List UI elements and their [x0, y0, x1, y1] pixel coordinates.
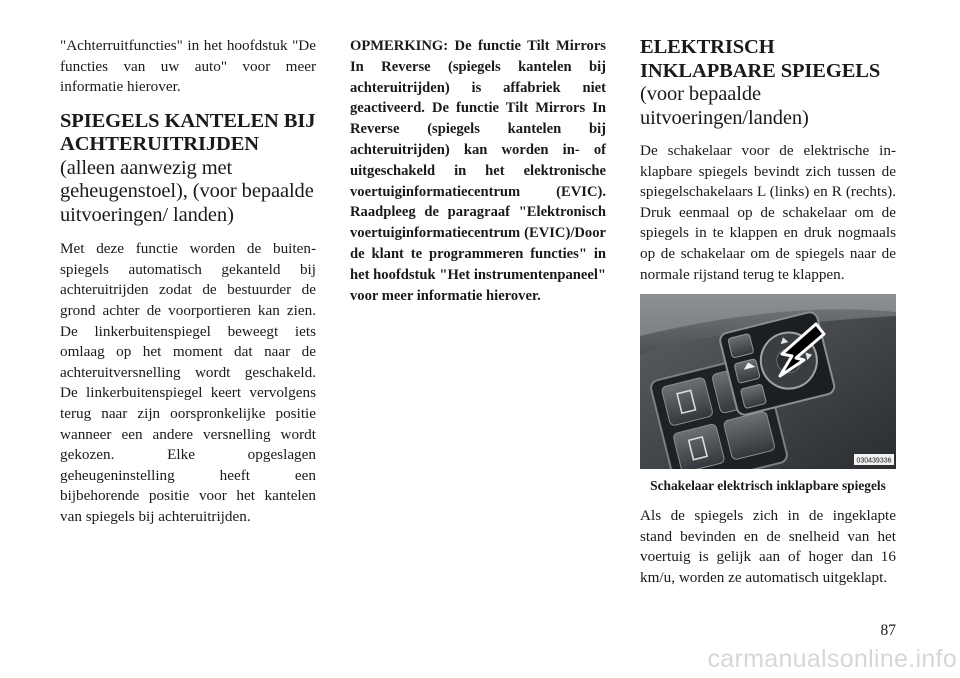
column-right — [640, 36, 896, 589]
heading-paren-text: (alleen aanwezig met geheugenstoel), (voor bepaalde uitvoeringen/ landen) — [60, 156, 314, 226]
auto-unfold-paragraph: Als de spiegels zich in de ingeklapte stand bevinden en de snelheid van het voertuig is gelijk aan of hoger dan 16 km/u, worden ze automatisch uitgeklapt. — [640, 507, 896, 586]
page-number: 87 — [880, 622, 896, 639]
heading-main-text: SPIEGELS KANTELEN BIJ ACHTERUITRIJDEN — [60, 109, 316, 156]
folding-mirrors-paragraph: De schakelaar voor de elektrische inklapbare spiegels bevindt zich tussen de spiegelschakelaars L (links) en R (rechts). Druk eenmaal op de schakelaar om de spiegels in te klappen en druk nogmaals op de schakelaar om de spiegels naar de normale rijstand terug te klappen. — [640, 142, 896, 283]
photo-caption: Schakelaar elektrisch inklapbare spiegels — [650, 478, 886, 494]
intro-paragraph: "Achterruitfuncties" in het hoofdstuk "De functies van uw auto" voor meer informatie hierover. — [60, 37, 316, 96]
photo-reference-code: 030439336 — [856, 457, 892, 465]
heading-paren-text: (voor bepaalde uitvoeringen/landen) — [640, 83, 809, 129]
tilt-mirrors-paragraph: Met deze functie worden de buitenspiegels automatisch gekanteld bij achteruitrijden zodat de bestuurder de grond achter de voorportieren kan zien. De linkerbuitenspiegel beweegt iets omlaag op het moment dat naar de achteruitversnelling wordt geschakeld. De linkerbuitenspiegel keert vervolgens terug naar zijn oorspronkelijke positie wanneer een andere versnelling wordt gekozen. Elke opgeslagen geheugeninstelling heeft een bijbehorende positie voor het kantelen van spiegels bij achteruitrijden. — [60, 240, 316, 525]
section-heading-tilt-mirrors — [60, 110, 316, 228]
column-middle — [350, 36, 606, 306]
heading-main-text: ELEKTRISCH INKLAPBARE SPIEGELS — [640, 36, 881, 82]
section-heading-folding-mirrors — [640, 36, 896, 130]
mirror-switch-photo — [640, 294, 896, 469]
column-left — [60, 36, 316, 528]
note-paragraph: OPMERKING: De functie Tilt Mirrors In Reverse (spiegels kantelen bij achteruitrijden) is affabriek niet geactiveerd. De functie Tilt Mirrors In Reverse (spiegels kantelen bij achteruitrijden) kan worden in- of uitgeschakeld in het elektronische voertuiginformatiecentrum (EVIC). Raadpleeg de paragraaf "Elektronisch voertuiginformatiecentrum (EVIC)/Door de klant te programmeren functies" in het hoofdstuk "Het instrumentenpaneel" voor meer informatie hierover. — [350, 38, 606, 304]
watermark-text: carmanualsonline.info — [707, 645, 957, 673]
